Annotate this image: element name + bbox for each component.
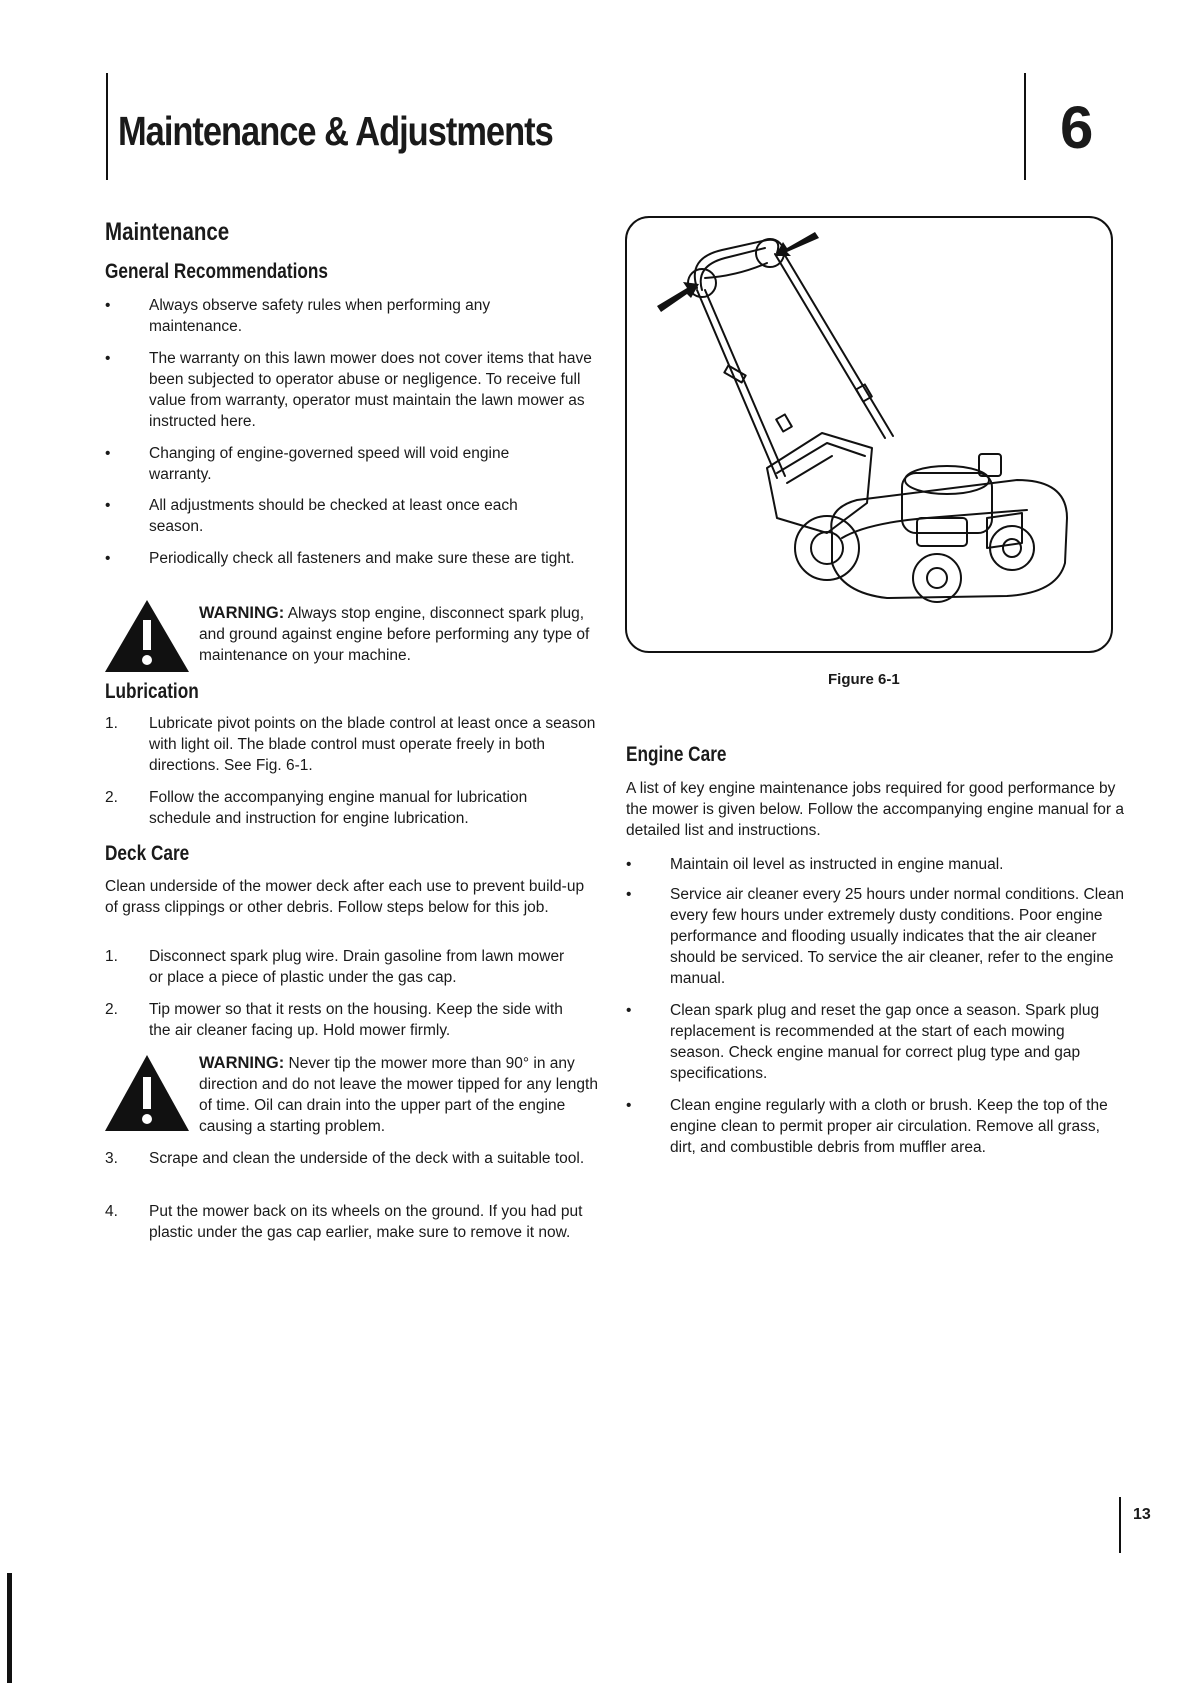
warning-label: WARNING: xyxy=(199,604,285,622)
figure-frame xyxy=(625,216,1113,653)
lawn-mower-illustration xyxy=(627,218,1111,651)
list-item xyxy=(105,946,600,988)
bullet: • xyxy=(105,497,111,514)
bullet: • xyxy=(626,1097,632,1114)
list-item-text: Put the mower back on its wheels on the ground. If you had put plastic under the gas cap earlier, make sure to remove it now. xyxy=(149,1203,583,1241)
list-item xyxy=(105,443,600,485)
binding-edge-mark xyxy=(7,1573,12,1683)
list-item xyxy=(626,1000,1126,1084)
list-item-text: Always observe safety rules when performing any maintenance. xyxy=(149,297,491,335)
list-number: 4. xyxy=(105,1203,118,1220)
bullet: • xyxy=(105,297,111,314)
list-item-text: Service air cleaner every 25 hours under normal conditions. Clean every few hours under extremely dusty conditions. Poor engine performance and flooding usually indicates that the air cleaner should be serviced. To service the air cleaner, refer to the engine manual. xyxy=(670,886,1125,987)
list-item-text: Disconnect spark plug wire. Drain gasoline from lawn mower or place a piece of plastic under the gas cap. xyxy=(149,948,565,986)
list-item-text: Clean spark plug and reset the gap once a season. Spark plug replacement is recommended at the start of each mowing season. Check engine manual for correct plug type and gap specifications. xyxy=(670,1002,1100,1082)
title-rule xyxy=(106,73,108,180)
warning-icon xyxy=(103,1053,191,1133)
list-item xyxy=(105,1148,600,1190)
engine-care-intro: A list of key engine maintenance jobs required for good performance by the mower is given below. Follow the accompanying engine manual for a detailed list and instructions. xyxy=(626,780,1124,839)
warning-icon xyxy=(103,598,191,674)
list-item-text: Clean engine regularly with a cloth or brush. Keep the top of the engine clean to permit proper air circulation. Remove all grass, dirt, and combustible debris from muffler area. xyxy=(670,1097,1108,1156)
chapter-number: 6 xyxy=(1060,94,1094,161)
bullet: • xyxy=(626,1002,632,1019)
deck-care-intro: Clean underside of the mower deck after each use to prevent build-up of grass clippings or other debris. Follow steps below for this job. xyxy=(105,878,585,916)
list-item xyxy=(626,854,1126,875)
warning-label: WARNING: xyxy=(199,1054,285,1072)
list-item-text: Changing of engine-governed speed will void engine warranty. xyxy=(149,445,510,483)
warning-text xyxy=(199,1053,599,1137)
list-item-text: The warranty on this lawn mower does not cover items that have been subjected to operator abuse or negligence. To receive full value from warranty, operator must maintain the lawn mower as instructed here. xyxy=(149,350,592,430)
list-item-text: Lubricate pivot points on the blade control at least once a season with light oil. The blade control must operate freely in both directions. See Fig. 6-1. xyxy=(149,715,596,774)
list-item xyxy=(105,1201,600,1264)
list-item xyxy=(105,787,600,829)
list-number: 3. xyxy=(105,1150,118,1167)
list-item xyxy=(105,999,600,1041)
list-item xyxy=(105,295,600,337)
chapter-rule xyxy=(1024,73,1026,180)
figure-caption: Figure 6-1 xyxy=(828,671,900,688)
list-item xyxy=(626,1095,1126,1179)
engine-care-heading: Engine Care xyxy=(626,743,727,766)
list-number: 1. xyxy=(105,715,118,732)
page-number: 13 xyxy=(1133,1506,1151,1523)
bullet: • xyxy=(626,886,632,903)
list-item xyxy=(105,495,600,537)
warning-text xyxy=(199,603,599,666)
bullet: • xyxy=(105,350,111,367)
list-item xyxy=(105,548,600,590)
warning-body: Always stop engine, disconnect spark plug, and ground against engine before performing any type of maintenance on your machine. xyxy=(199,605,590,664)
warning-body: Never tip the mower more than 90° in any direction and do not leave the mower tipped for any length of time. Oil can drain into the upper part of the engine causing a starting problem. xyxy=(199,1055,598,1135)
bullet: • xyxy=(105,445,111,462)
deck-care-heading: Deck Care xyxy=(105,842,190,865)
list-item xyxy=(105,713,600,776)
list-item-text: All adjustments should be checked at least once each season. xyxy=(149,497,518,535)
list-number: 2. xyxy=(105,789,118,806)
list-item-text: Tip mower so that it rests on the housing. Keep the side with the air cleaner facing up. Hold mower firmly. xyxy=(149,1001,563,1039)
bullet: • xyxy=(105,550,111,567)
list-item-text: Maintain oil level as instructed in engine manual. xyxy=(670,856,1004,873)
list-item-text: Periodically check all fasteners and make sure these are tight. xyxy=(149,550,575,567)
general-recommendations-heading: General Recommendations xyxy=(105,260,328,283)
list-item-text: Scrape and clean the underside of the deck with a suitable tool. xyxy=(149,1150,585,1167)
maintenance-heading: Maintenance xyxy=(105,218,230,246)
list-number: 1. xyxy=(105,948,118,965)
list-item xyxy=(626,884,1126,989)
list-number: 2. xyxy=(105,1001,118,1018)
list-item xyxy=(105,348,600,432)
page-number-rule xyxy=(1119,1497,1121,1553)
bullet: • xyxy=(626,856,632,873)
page-title: Maintenance & Adjustments xyxy=(118,108,553,154)
list-item-text: Follow the accompanying engine manual for lubrication schedule and instruction for engine lubrication. xyxy=(149,789,528,827)
lubrication-heading: Lubrication xyxy=(105,680,199,703)
